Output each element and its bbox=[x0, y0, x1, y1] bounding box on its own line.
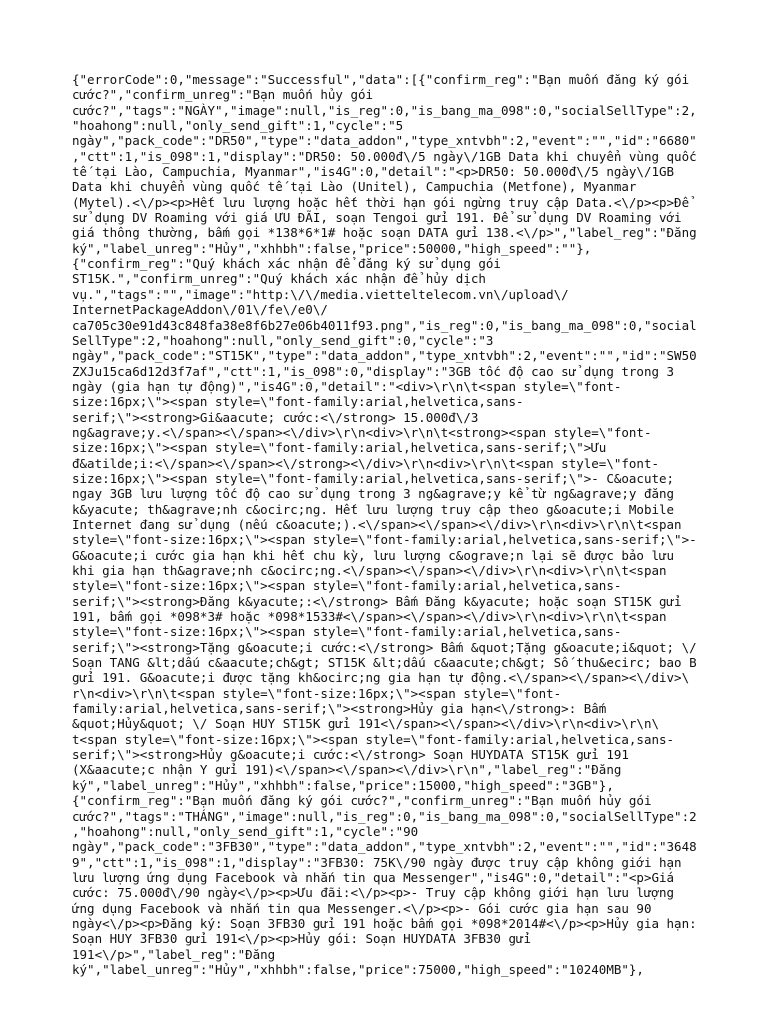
text-line: ngày","pack_code":"DR50","type":"data_addon","type_xntvbh":2,"event":"","id":"6680" bbox=[72, 133, 697, 149]
json-response-text bbox=[72, 72, 700, 977]
text-line: style=\"font-size:16px;\"><span style=\"font-family:arial,helvetica,sans- bbox=[72, 624, 622, 640]
text-line: cước?","tags":"NGÀY","image":null,"is_reg":0,"is_bang_ma_098":0,"socialSellType":2, bbox=[72, 102, 697, 118]
text-line: G&oacute;i cước gia hạn khi hết chu kỳ, lưu lượng c&ograve;n lại sẽ được bảo lưu bbox=[72, 547, 675, 563]
text-line: ,"hoahong":null,"only_send_gift":1,"cycle":"90 bbox=[72, 823, 419, 839]
text-line: Data khi chuyển vùng quốc tế tại Lào (Unitel), Campuchia (Metfone), Myanmar bbox=[72, 179, 637, 195]
text-line: t<span style=\"font-size:16px;\"><span style=\"font-family:arial,helvetica,sans- bbox=[72, 731, 675, 747]
text-line: vụ.","tags":"","image":"http:\/\/media.vietteltelecom.vn\/upload\/ bbox=[72, 286, 569, 302]
text-line: SellType":2,"hoahong":null,"only_send_gift":0,"cycle":"3 bbox=[72, 332, 494, 348]
text-line: size:16px;\"><span style=\"font-family:arial,helvetica,sans-serif;\">- C&oacute; bbox=[72, 470, 675, 486]
text-line: Internet đang sử dụng (nếu c&oacute;).<\/span><\/span><\/div>\r\n<div>\r\n\t<span bbox=[72, 516, 682, 532]
text-line: "hoahong":null,"only_send_gift":1,"cycle":"5 bbox=[72, 118, 404, 134]
text-line: serif;\"><strong>Hủy g&oacute;i cước:<\/strong> Soạn HUYDATA ST15K gửi 191 bbox=[72, 747, 629, 763]
text-line: 191, bấm gọi *098*3# hoặc *098*1533#<\/span><\/span><\/div>\r\n<div>\r\n\t<span bbox=[72, 609, 667, 625]
text-line: gửi 191. G&oacute;i được tặng kh&ocirc;ng gia hạn tự động.<\/span><\/span><\/div>\ bbox=[72, 670, 690, 686]
text-line: InternetPackageAddon\/01\/fe\/e0\/ bbox=[72, 302, 328, 318]
text-line: 191<\/p>","label_reg":"Đăng bbox=[72, 946, 276, 962]
text-line: ng&agrave;y.<\/span><\/span><\/div>\r\n<div>\r\n\t<strong><span style=\"font- bbox=[72, 424, 652, 440]
text-line: serif;\"><strong>Gi&aacute; cước:<\/strong> 15.000đ\/3 bbox=[72, 409, 479, 425]
text-line: k&yacute; th&agrave;nh c&ocirc;ng. Hết lưu lượng truy cập theo g&oacute;i Mobile bbox=[72, 501, 675, 517]
text-line: cước?","tags":"THÁNG","image":null,"is_reg":0,"is_bang_ma_098":0,"socialSellType":2 bbox=[72, 808, 697, 824]
text-line: ST15K.","confirm_unreg":"Quý khách xác nhận để hủy dịch bbox=[72, 271, 486, 287]
text-line: sử dụng DV Roaming với giá ƯU ĐÃI, soạn Tengoi gửi 191. Để sử dụng DV Roaming với bbox=[72, 210, 682, 226]
text-line: Soạn HUY 3FB30 gửi 191<\/p><p>Hủy gói: Soạn HUYDATA 3FB30 gửi bbox=[72, 931, 532, 947]
text-line: size:16px;\"><span style=\"font-family:arial,helvetica,sans-serif;\">Ưu bbox=[72, 440, 607, 456]
text-line: Soạn TANG &lt;dấu c&aacute;ch&gt; ST15K &lt;dấu c&aacute;ch&gt; Số thu&ecirc; bao B bbox=[72, 655, 697, 671]
text-line: {"errorCode":0,"message":"Successful","data":[{"confirm_reg":"Bạn muốn đăng ký gói bbox=[72, 72, 690, 87]
text-line: ngày","pack_code":"ST15K","type":"data_addon","type_xntvbh":2,"event":"","id":"SW50 bbox=[72, 348, 697, 364]
text-line: cước?","confirm_unreg":"Bạn muốn hủy gói bbox=[72, 87, 374, 103]
text-line: style=\"font-size:16px;\"><span style=\"font-family:arial,helvetica,sans- bbox=[72, 578, 622, 594]
text-line: khi gia hạn th&agrave;nh c&ocirc;ng.<\/span><\/span><\/div>\r\n<div>\r\n\t<span bbox=[72, 563, 667, 578]
text-line: {"confirm_reg":"Quý khách xác nhận để đăng ký sử dụng gói bbox=[72, 256, 501, 272]
text-line: serif;\"><strong>Đăng k&yacute;:<\/strong> Bấm Đăng k&yacute; hoặc soạn ST15K gửi bbox=[72, 593, 682, 609]
text-line: ngày (gia hạn tự động)","is4G":0,"detail":"<div>\r\n\t<span style=\"font- bbox=[72, 378, 622, 394]
text-line: serif;\"><strong>Tặng g&oacute;i cước:<\/strong> Bấm &quot;Tặng g&oacute;i&quot; \/ bbox=[72, 639, 697, 655]
text-line: ca705c30e91d43c848fa38e8f6b27e06b4011f93.png","is_reg":0,"is_bang_ma_098":0,"social bbox=[72, 317, 697, 333]
text-line: (X&aacute;c nhận Y gửi 191)<\/span><\/span><\/div>\r\n","label_reg":"Đăng bbox=[72, 762, 622, 778]
text-line: ngay 3GB lưu lượng tốc độ cao sử dụng trong 3 ng&agrave;y kể từ ng&agrave;y đăng bbox=[72, 486, 675, 502]
text-line: 9","ctt":1,"is_098":1,"display":"3FB30: 75K\/90 ngày được truy cập không giới hạn bbox=[72, 854, 682, 870]
text-line: family:arial,helvetica,sans-serif;\"><strong>Hủy gia hạn<\/strong>: Bấm bbox=[72, 701, 607, 717]
text-line: ký","label_unreg":"Hủy","xhhbh":false,"price":50000,"high_speed":""}, bbox=[72, 240, 592, 256]
text-line: lưu lượng ứng dụng Facebook và nhắn tin qua Messenger","is4G":0,"detail":"<p>Giá bbox=[72, 869, 675, 885]
text-line: ký","label_unreg":"Hủy","xhhbh":false,"price":15000,"high_speed":"3GB"}, bbox=[72, 777, 614, 793]
text-line: đ&atilde;i:<\/span><\/span><\/strong><\/div>\r\n<div>\r\n\t<span style=\"font- bbox=[72, 455, 659, 471]
text-line: style=\"font-size:16px;\"><span style=\"font-family:arial,helvetica,sans-serif;\">- bbox=[72, 532, 697, 548]
text-line: ngày","pack_code":"3FB30","type":"data_addon","type_xntvbh":2,"event":"","id":"3648 bbox=[72, 839, 697, 855]
text-line: ngày<\/p><p>Đăng ký: Soạn 3FB30 gửi 191 hoặc bấm gọi *098*2014#<\/p><p>Hủy gia hạn: bbox=[72, 915, 697, 931]
text-line: (Mytel).<\/p><p>Hết lưu lượng hoặc hết thời hạn gói ngừng truy cập Data.<\/p><p>Để bbox=[72, 194, 690, 210]
text-line: ,"ctt":1,"is_098":1,"display":"DR50: 50.000đ\/5 ngày\/1GB Data khi chuyển vùng quốc bbox=[72, 148, 697, 164]
text-line: giá thông thường, bấm gọi *138*6*1# hoặc soạn DATA gửi 138.<\/p>","label_reg":"Đăng bbox=[72, 225, 697, 241]
text-line: cước: 75.000đ\/90 ngày<\/p><p>Ưu đãi:<\/p><p>- Truy cập không giới hạn lưu lượng bbox=[72, 885, 675, 901]
text-line: r\n<div>\r\n\t<span style=\"font-size:16px;\"><span style=\"font- bbox=[72, 685, 562, 701]
text-line: tế tại Lào, Campuchia, Myanmar","is4G":0,"detail":"<p>DR50: 50.000đ\/5 ngày\/1GB bbox=[72, 164, 675, 180]
text-line: ZXJu15ca6d12d3f7af","ctt":1,"is_098":0,"display":"3GB tốc độ cao sử dụng trong 3 bbox=[72, 363, 675, 379]
text-line: ứng dụng Facebook và nhắn tin qua Messenger.<\/p><p>- Gói cước gia hạn sau 90 bbox=[72, 900, 652, 916]
text-line: ký","label_unreg":"Hủy","xhhbh":false,"price":75000,"high_speed":"10240MB"}, bbox=[72, 961, 644, 977]
text-line: &quot;Hủy&quot; \/ Soạn HUY ST15K gửi 191<\/span><\/span><\/div>\r\n<div>\r\n\ bbox=[72, 716, 659, 732]
text-line: size:16px;\"><span style=\"font-family:arial,helvetica,sans- bbox=[72, 394, 524, 410]
text-line: {"confirm_reg":"Bạn muốn đăng ký gói cước?","confirm_unreg":"Bạn muốn hủy gói bbox=[72, 793, 652, 809]
